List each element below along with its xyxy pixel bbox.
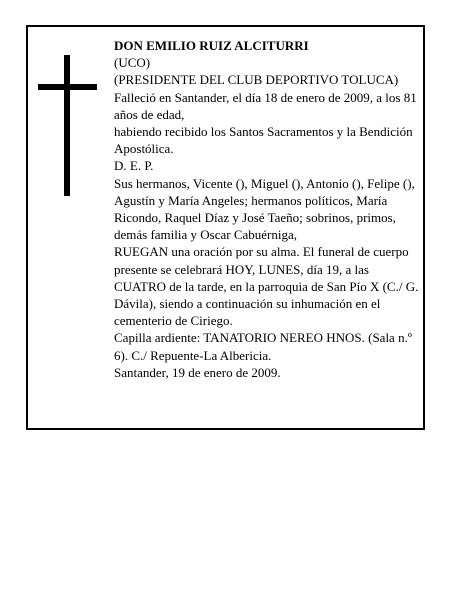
date-and-place: Santander, 19 de enero de 2009.	[114, 364, 281, 380]
rip-line: D. E. P.	[114, 158, 154, 174]
obituary-text	[114, 37, 420, 381]
cross-horizontal-bar	[38, 84, 97, 90]
death-statement: Falleció en Santander, el día 18 de enero de 2009, a los 81 años de edad,	[114, 89, 417, 122]
deceased-nickname: (UCO)	[114, 55, 151, 71]
chapel-details: Capilla ardiente: TANATORIO NEREO HNOS. (Sala n.º 6). C./ Repuente-La Albericia.	[114, 330, 412, 363]
family-list: Sus hermanos, Vicente (), Miguel (), Antonio (), Felipe (), Agustín y María Angeles; hermanos políticos, María Ricondo, Raquel Díaz y José Taeño; sobrinos, primos, demás familia y Oscar Cabuérniga,	[114, 175, 415, 243]
deceased-name: DON EMILIO RUIZ ALCITURRI	[114, 38, 309, 53]
cross-vertical-bar	[64, 55, 70, 196]
funeral-details: RUEGAN una oración por su alma. El funeral de cuerpo presente se celebrará HOY, LUNES, día 19, a las CUATRO de la tarde, en la parroquia de San Pío X (C./ G. Dávila), siendo a continuación su inhumación en el cementerio de Ciriego.	[114, 244, 419, 329]
sacraments-statement: habiendo recibido los Santos Sacramentos y la Bendición Apostólica.	[114, 124, 413, 157]
deceased-role: (PRESIDENTE DEL CLUB DEPORTIVO TOLUCA)	[114, 72, 399, 88]
